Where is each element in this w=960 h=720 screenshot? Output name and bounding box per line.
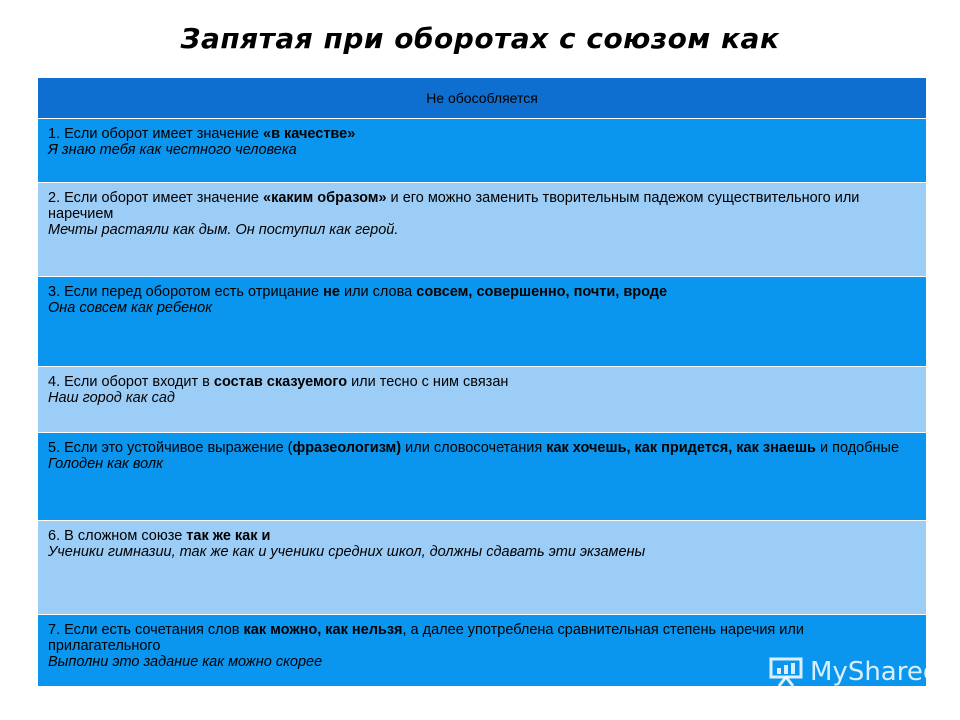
presentation-board-icon: [768, 656, 804, 688]
rule-text: [48, 374, 916, 390]
rule-text: [48, 622, 916, 654]
rule-fragment: 3. Если перед оборотом есть отрицание: [48, 284, 324, 300]
table-row: [38, 521, 926, 615]
rule-fragment: 4. Если оборот входит в: [48, 374, 214, 390]
rule-keyword: как хочешь, как придется, как знаешь: [546, 440, 816, 456]
table-body: [38, 119, 926, 687]
rule-text: [48, 440, 916, 456]
rule-fragment: и подобные: [815, 440, 900, 456]
rule-text: [48, 284, 916, 300]
rule-keyword: «каким образом»: [263, 190, 387, 206]
rule-text: [48, 126, 916, 142]
rule-text: [48, 528, 916, 544]
rule-keyword: не: [323, 284, 340, 300]
rule-text: [48, 190, 916, 222]
rule-fragment: , а далее употреблена сравнительная степень наречия или прилагательного: [48, 622, 804, 654]
example-text: Выполни это задание как можно скорее: [48, 654, 323, 670]
rules-table: [38, 78, 926, 687]
watermark: [768, 656, 939, 688]
example-text: Голоден как волк: [48, 456, 163, 472]
watermark-text: MyShared: [810, 657, 940, 687]
table-header: Не обособляется: [38, 78, 926, 119]
example-text: Я знаю тебя как честного человека: [48, 142, 297, 158]
rule-keyword: как можно, как нельзя: [243, 622, 403, 638]
rule-keyword: фразеологизм): [292, 440, 402, 456]
rule-fragment: 7. Если есть сочетания слов: [48, 622, 244, 638]
rule-fragment: или тесно с ним связан: [347, 374, 509, 390]
table-row: [38, 119, 926, 183]
example-text: Она совсем как ребенок: [48, 300, 213, 316]
rule-fragment: или слова: [339, 284, 417, 300]
rule-keyword: «в качестве»: [263, 126, 356, 142]
table-row: [38, 367, 926, 433]
rule-fragment: 5. Если это устойчивое выражение (: [48, 440, 293, 456]
example-text: Наш город как сад: [48, 390, 175, 406]
rule-fragment: и его можно заменить творительным падежом существительного или наречием: [48, 190, 860, 222]
table-row: [38, 183, 926, 277]
example-text: Ученики гимназии, так же как и ученики средних школ, должны сдавать эти экзамены: [48, 544, 646, 560]
rule-keyword: совсем, совершенно, почти, вроде: [416, 284, 668, 300]
example-text: Мечты растаяли как дым. Он поступил как герой.: [48, 222, 399, 238]
table-row: [38, 277, 926, 367]
rule-fragment: 6. В сложном союзе: [48, 528, 187, 544]
rule-keyword: так же как и: [186, 528, 271, 544]
rule-fragment: 2. Если оборот имеет значение: [48, 190, 263, 206]
rule-fragment: 1. Если оборот имеет значение: [48, 126, 263, 142]
page-title: Запятая при оборотах с союзом как: [180, 22, 780, 55]
table-row: [38, 433, 926, 521]
rule-keyword: состав сказуемого: [213, 374, 348, 390]
rule-fragment: или словосочетания: [401, 440, 547, 456]
